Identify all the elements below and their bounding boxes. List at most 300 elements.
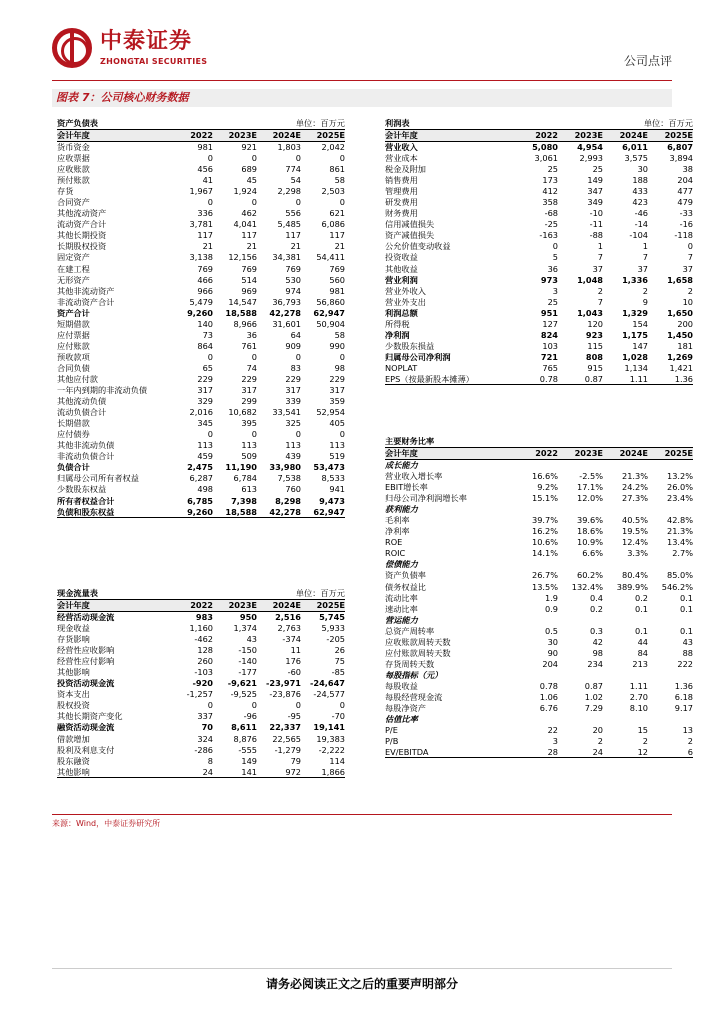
row-value: 38 — [682, 164, 693, 175]
row-value: 7,398 — [231, 495, 257, 506]
table-row — [57, 308, 345, 319]
row-value: 18,588 — [225, 506, 257, 517]
row-value: 52,954 — [316, 407, 345, 418]
row-value: 24.2% — [621, 482, 648, 493]
table-row — [385, 582, 693, 593]
table-row — [385, 526, 693, 537]
column-header-year: 2023E — [574, 448, 603, 458]
table-row — [57, 186, 345, 197]
table-row — [57, 496, 345, 507]
row-value: 0.3 — [589, 625, 603, 636]
table-row — [385, 186, 693, 197]
row-value: 37 — [592, 263, 603, 274]
row-value: 966 — [197, 285, 213, 296]
row-value: 0 — [339, 429, 345, 440]
row-value: 53,473 — [313, 462, 345, 473]
row-value: 27.3% — [621, 493, 648, 504]
row-value: 921 — [241, 142, 257, 152]
table-title: 主要财务比率 — [385, 436, 435, 446]
table-row — [57, 352, 345, 363]
table-row — [385, 164, 693, 175]
row-value: -555 — [238, 744, 257, 755]
row-label: 每股收益 — [385, 680, 418, 691]
row-label: 存货 — [57, 186, 74, 197]
row-value: 128 — [197, 645, 213, 656]
row-label: 归属母公司所有者权益 — [57, 473, 139, 484]
row-value: 8,611 — [231, 722, 257, 733]
row-label: NOPLAT — [385, 362, 418, 373]
row-value: 3,138 — [189, 252, 213, 263]
row-value: 40.5% — [621, 515, 648, 526]
row-value: 3,781 — [189, 219, 213, 230]
figure-title: 图表 7：公司核心财务数据 — [52, 89, 672, 107]
row-value: 1,421 — [669, 362, 693, 373]
row-value: 117 — [329, 230, 345, 241]
row-value: -103 — [194, 667, 213, 678]
row-value: 0 — [295, 153, 301, 164]
row-label: 其他长期资产变化 — [57, 711, 123, 722]
row-value: 6,785 — [187, 495, 213, 506]
table-row — [385, 493, 693, 504]
row-value: 1 — [642, 241, 648, 252]
row-label: 负债合计 — [57, 462, 90, 473]
row-label: 利润总额 — [385, 307, 418, 318]
row-value: 15 — [637, 725, 648, 736]
row-value: 0 — [207, 153, 213, 164]
row-value: 3 — [552, 736, 558, 747]
row-value: 204 — [677, 175, 693, 186]
section-heading: 营运能力 — [385, 614, 418, 625]
row-label: P/B — [385, 736, 399, 747]
row-value: 21 — [334, 241, 345, 252]
row-value: 2 — [642, 736, 648, 747]
row-label: 合同负债 — [57, 362, 90, 373]
row-label: 归属母公司净利润 — [385, 351, 451, 362]
row-value: 972 — [285, 766, 301, 777]
row-value: 117 — [197, 230, 213, 241]
row-value: 45 — [246, 175, 257, 186]
table-row — [57, 634, 345, 645]
row-label: 资产减值损失 — [385, 230, 435, 241]
row-value: 7 — [597, 296, 603, 307]
row-value: -9,525 — [230, 689, 257, 700]
row-value: 0 — [251, 700, 257, 711]
table-unit: 单位：百万元 — [295, 118, 345, 128]
table-row — [57, 175, 345, 186]
row-value: -1,257 — [186, 689, 213, 700]
row-value: 58 — [334, 329, 345, 340]
row-value: 1,134 — [624, 362, 648, 373]
row-value: 0 — [207, 429, 213, 440]
table-row — [385, 330, 693, 341]
table-row — [57, 767, 345, 778]
row-value: 213 — [632, 658, 648, 669]
row-label: 现金收益 — [57, 623, 90, 634]
row-label: 资产负债率 — [385, 570, 426, 581]
row-value: 70 — [201, 722, 213, 733]
row-value: -150 — [238, 645, 257, 656]
table-row — [385, 471, 693, 482]
table-row — [57, 623, 345, 634]
row-value: 530 — [285, 274, 301, 285]
table-row — [57, 507, 345, 518]
row-value: 20 — [592, 725, 603, 736]
row-value: 3 — [552, 285, 558, 296]
row-label: 每股经营现金流 — [385, 691, 443, 702]
row-value: 229 — [285, 373, 301, 384]
row-label: 营业成本 — [385, 153, 418, 164]
row-value: 0 — [339, 153, 345, 164]
row-value: 0 — [207, 351, 213, 362]
row-value: 181 — [677, 340, 693, 351]
row-value: 11 — [290, 645, 301, 656]
row-value: 54 — [290, 175, 301, 186]
balance-sheet-table — [57, 118, 345, 518]
row-value: 973 — [540, 274, 558, 285]
row-value: 689 — [241, 164, 257, 175]
row-value: 176 — [285, 656, 301, 667]
row-value: 0 — [251, 351, 257, 362]
row-value: 24 — [202, 766, 213, 777]
table-row — [385, 725, 693, 736]
column-header-year: 2023E — [228, 130, 257, 140]
table-row — [385, 593, 693, 604]
row-value: 462 — [241, 208, 257, 219]
row-value: -9,621 — [227, 678, 257, 689]
table-row — [57, 264, 345, 275]
row-value: 13.4% — [666, 537, 693, 548]
row-value: 509 — [241, 451, 257, 462]
table-row — [385, 297, 693, 308]
row-value: 3,575 — [624, 153, 648, 164]
table-row — [385, 264, 693, 275]
row-value: 39.7% — [531, 515, 558, 526]
row-value: 2 — [597, 285, 603, 296]
row-value: 0.1 — [634, 625, 648, 636]
row-value: 22 — [547, 725, 558, 736]
table-row — [57, 153, 345, 164]
row-value: 2,503 — [321, 186, 345, 197]
row-value: 113 — [241, 440, 257, 451]
row-value: -920 — [192, 678, 213, 689]
row-label: 应付账款周转天数 — [385, 647, 451, 658]
row-value: 5 — [552, 252, 558, 263]
row-value: 769 — [329, 263, 345, 274]
row-label: EBIT增长率 — [385, 482, 428, 493]
row-value: 98 — [592, 647, 603, 658]
row-value: 114 — [329, 755, 345, 766]
row-value: 1,175 — [622, 329, 648, 340]
row-label: 应收账款周转天数 — [385, 636, 451, 647]
row-value: 412 — [542, 186, 558, 197]
row-value: 10.6% — [531, 537, 558, 548]
row-value: -23,876 — [269, 689, 301, 700]
row-label: 总资产周转率 — [385, 625, 435, 636]
row-value: 229 — [329, 373, 345, 384]
row-value: 5,479 — [189, 296, 213, 307]
row-label: 资本支出 — [57, 689, 90, 700]
row-value: 969 — [241, 285, 257, 296]
table-row — [57, 429, 345, 440]
row-value: 0 — [552, 241, 558, 252]
table-row — [385, 352, 693, 363]
row-value: 62,947 — [313, 506, 345, 517]
row-value: 1,650 — [667, 307, 693, 318]
row-value: 75 — [334, 656, 345, 667]
row-value: 0 — [295, 700, 301, 711]
row-label: 投资活动现金流 — [57, 678, 115, 689]
row-value: 65 — [202, 362, 213, 373]
row-value: -177 — [238, 667, 257, 678]
table-header — [385, 436, 693, 448]
table-row — [385, 197, 693, 208]
row-value: 1.02 — [584, 691, 603, 702]
column-header-label: 会计年度 — [385, 448, 418, 458]
row-value: 8 — [207, 755, 213, 766]
row-value: 60.2% — [576, 570, 603, 581]
row-value: 103 — [542, 340, 558, 351]
row-label: 股权投资 — [57, 700, 90, 711]
row-label: 融资活动现金流 — [57, 722, 115, 733]
table-row — [385, 286, 693, 297]
row-label: 营业利润 — [385, 274, 418, 285]
row-label: 在建工程 — [57, 263, 90, 274]
row-value: 0 — [207, 197, 213, 208]
table-row — [57, 230, 345, 241]
row-label: 无形资产 — [57, 274, 90, 285]
row-label: 应付债券 — [57, 429, 90, 440]
footer-divider — [52, 968, 672, 969]
table-row — [385, 175, 693, 186]
row-value: 147 — [632, 340, 648, 351]
row-label: 长期借款 — [57, 418, 90, 429]
row-value: 324 — [197, 733, 213, 744]
table-row — [57, 341, 345, 352]
row-value: -23,971 — [266, 678, 301, 689]
column-header-year: 2024E — [272, 130, 301, 140]
row-label: 财务费用 — [385, 208, 418, 219]
row-label: 短期借款 — [57, 318, 90, 329]
row-value: 329 — [197, 396, 213, 407]
row-value: 2 — [597, 736, 603, 747]
table-row — [385, 308, 693, 319]
row-value: -68 — [544, 208, 558, 219]
row-value: 0.1 — [634, 603, 648, 614]
table-row — [57, 363, 345, 374]
row-value: 98 — [334, 362, 345, 373]
row-label: 其他应付款 — [57, 373, 98, 384]
row-value: 433 — [632, 186, 648, 197]
row-value: 12 — [637, 747, 648, 758]
table-row — [385, 219, 693, 230]
row-label: 存货影响 — [57, 634, 90, 645]
row-value: 0.1 — [679, 603, 693, 614]
row-value: 14.1% — [531, 548, 558, 559]
row-label: 毛利率 — [385, 515, 410, 526]
logo-chinese-name: 中泰证券 — [100, 29, 193, 54]
row-value: 42,278 — [269, 307, 301, 318]
row-value: 1,028 — [622, 351, 648, 362]
row-value: 950 — [239, 612, 257, 622]
row-value: 222 — [677, 658, 693, 669]
row-value: 339 — [285, 396, 301, 407]
row-label: 少数股东损益 — [385, 340, 435, 351]
row-value: 0.1 — [679, 592, 693, 603]
row-label: 负债和股东权益 — [57, 506, 115, 517]
row-value: 8,966 — [233, 318, 257, 329]
row-label: 净利率 — [385, 526, 410, 537]
row-value: 115 — [587, 340, 603, 351]
row-label: 销售费用 — [385, 175, 418, 186]
row-label: 预收款项 — [57, 351, 90, 362]
row-value: 0.87 — [584, 680, 603, 691]
row-value: -1,279 — [274, 744, 301, 755]
row-value: 8,876 — [233, 733, 257, 744]
row-label: 非流动负债合计 — [57, 451, 115, 462]
row-value: 4,041 — [233, 219, 257, 230]
row-value: 39.6% — [576, 515, 603, 526]
table-row — [57, 385, 345, 396]
row-value: 909 — [285, 340, 301, 351]
row-value: 127 — [542, 318, 558, 329]
row-value: 477 — [677, 186, 693, 197]
table-title: 现金流量表 — [57, 588, 98, 598]
row-value: 2 — [642, 285, 648, 296]
table-row — [57, 440, 345, 451]
column-header-row — [385, 130, 693, 142]
row-value: -205 — [326, 634, 345, 645]
table-row — [385, 648, 693, 659]
row-value: 0.1 — [679, 625, 693, 636]
row-label: 经营性应收影响 — [57, 645, 115, 656]
row-value: 41 — [202, 175, 213, 186]
table-row — [57, 219, 345, 230]
row-value: -46 — [634, 208, 648, 219]
row-value: 349 — [587, 197, 603, 208]
row-value: 113 — [197, 440, 213, 451]
row-value: 62,947 — [313, 307, 345, 318]
row-value: 8,533 — [321, 473, 345, 484]
table-row — [57, 407, 345, 418]
row-value: 1,924 — [233, 186, 257, 197]
row-label: 应付账款 — [57, 340, 90, 351]
row-value: -2.5% — [579, 471, 603, 482]
table-row — [385, 230, 693, 241]
row-value: 1,336 — [622, 274, 648, 285]
table-row — [385, 275, 693, 286]
row-value: 149 — [587, 175, 603, 186]
section-heading: 获利能力 — [385, 504, 418, 515]
table-row — [385, 570, 693, 581]
row-value: 1,329 — [622, 307, 648, 318]
table-unit: 单位：百万元 — [295, 588, 345, 598]
row-value: 915 — [587, 362, 603, 373]
table-title: 利润表 — [385, 118, 410, 128]
row-value: 439 — [285, 451, 301, 462]
row-value: 33,541 — [272, 407, 301, 418]
row-value: 37 — [637, 263, 648, 274]
row-value: 824 — [540, 329, 558, 340]
table-row — [57, 451, 345, 462]
row-value: 2,475 — [187, 462, 213, 473]
row-value: 721 — [540, 351, 558, 362]
row-value: -24,647 — [310, 678, 345, 689]
column-header-year: 2025E — [316, 600, 345, 610]
row-value: 7 — [687, 252, 693, 263]
row-value: 229 — [241, 373, 257, 384]
row-label: 营业收入增长率 — [385, 471, 443, 482]
row-value: 2,016 — [189, 407, 213, 418]
row-label: 其他长期投资 — [57, 230, 107, 241]
logo-english-name: ZHONGTAI SECURITIES — [100, 57, 208, 66]
row-value: -10 — [589, 208, 603, 219]
table-row — [57, 678, 345, 689]
row-value: 22,565 — [272, 733, 301, 744]
row-value: 234 — [587, 658, 603, 669]
table-row — [57, 484, 345, 495]
row-value: 0.5 — [544, 625, 558, 636]
row-label: 其他非流动资产 — [57, 285, 115, 296]
row-value: 769 — [241, 263, 257, 274]
row-value: 149 — [241, 755, 257, 766]
table-row — [57, 656, 345, 667]
row-value: 1.9 — [544, 592, 558, 603]
row-value: 337 — [197, 711, 213, 722]
row-label: 一年内到期的非流动负债 — [57, 385, 148, 396]
row-value: 0 — [251, 153, 257, 164]
row-value: 44 — [637, 636, 648, 647]
column-header-row — [385, 448, 693, 460]
row-label: 税金及附加 — [385, 164, 426, 175]
row-value: 405 — [329, 418, 345, 429]
row-value: 466 — [197, 274, 213, 285]
row-value: 1,269 — [667, 351, 693, 362]
row-label: 长期股权投资 — [57, 241, 107, 252]
table-row — [57, 208, 345, 219]
row-value: 345 — [197, 418, 213, 429]
row-value: 83 — [290, 362, 301, 373]
row-value: 132.4% — [571, 581, 603, 592]
row-value: -95 — [287, 711, 301, 722]
row-label: 净利润 — [385, 329, 410, 340]
company-logo-icon — [52, 28, 92, 68]
row-value: 1.06 — [539, 691, 558, 702]
table-row — [385, 208, 693, 219]
table-row — [385, 241, 693, 252]
row-label: 归母公司净利润增长率 — [385, 493, 467, 504]
row-value: 2,516 — [275, 612, 301, 622]
section-heading: 成长能力 — [385, 460, 418, 470]
row-value: 30 — [547, 636, 558, 647]
row-value: 981 — [197, 142, 213, 152]
table-row — [57, 374, 345, 385]
row-value: 560 — [329, 274, 345, 285]
row-label: 速动比率 — [385, 603, 418, 614]
row-value: 769 — [285, 263, 301, 274]
row-value: 0.78 — [539, 373, 558, 384]
column-header-year: 2023E — [574, 130, 603, 140]
row-value: 0 — [339, 351, 345, 362]
row-value: 395 — [241, 418, 257, 429]
row-label: 存货周转天数 — [385, 658, 435, 669]
row-value: 0 — [687, 241, 693, 252]
row-value: 864 — [197, 340, 213, 351]
section-heading: 偿债能力 — [385, 559, 418, 570]
row-value: 117 — [285, 230, 301, 241]
row-label: 其他收益 — [385, 263, 418, 274]
row-label: ROIC — [385, 548, 406, 559]
table-row — [385, 626, 693, 637]
